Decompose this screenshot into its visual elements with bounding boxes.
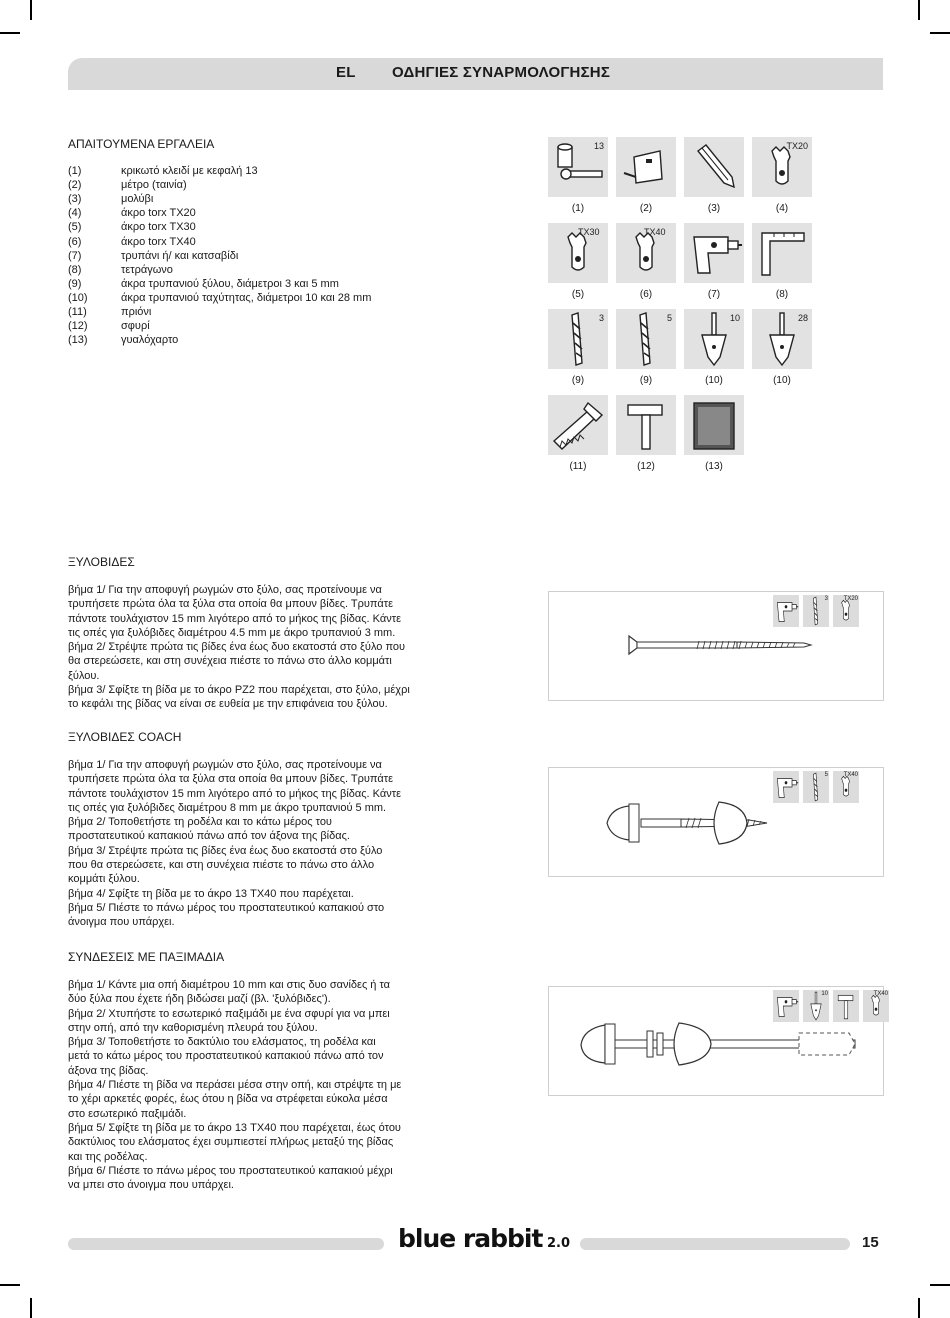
crop-mark <box>0 1284 20 1286</box>
instruction-line: βήμα 4/ Πιέστε τη βίδα να περάσει μέσα στην οπή, και στρέψτε τη με <box>68 1079 402 1092</box>
page-number: 15 <box>862 1234 879 1251</box>
section-heading-coach-screws: ΞΥΛΟΒΙΔΕΣ COACH <box>68 730 182 744</box>
instruction-line: άξονα της βίδας. <box>68 1064 149 1077</box>
instruction-line: βήμα 1/ Κάντε μια οπή διαμέτρου 10 mm και στις δυο σανίδες ή τα <box>68 979 391 991</box>
crop-mark <box>930 1284 950 1286</box>
tool-caption: (13) <box>705 461 723 472</box>
tool-number: (11) <box>68 306 87 318</box>
tool-number: (8) <box>68 263 82 276</box>
tool-number: (6) <box>68 235 82 248</box>
instruction-line: βήμα 2/ Στρέψτε πρώτα τις βίδες ένα έως δυο εκατοστά στο ξύλο που <box>68 641 406 654</box>
tool-caption: (6) <box>639 289 653 300</box>
tool-description: τετράγωνο <box>121 263 173 276</box>
diagram-tool-tile <box>833 595 859 627</box>
instruction-line: κομμάτι ξύλου. <box>68 873 140 886</box>
tool-tile <box>684 309 744 369</box>
crop-mark <box>918 1298 920 1318</box>
tool-description: τρυπάνι ή/ και κατσαβίδι <box>121 249 239 262</box>
wood-screw-diagram <box>548 591 884 701</box>
instruction-line: βήμα 2/ Τοποθετήστε τη ροδέλα και το κάτω μέρος του <box>68 816 332 829</box>
pencil-icon <box>684 137 744 202</box>
instruction-line: τις οπές για ξυλόβιδες διαμέτρου 4.5 mm με άκρο τρυπανιού 3 mm. <box>68 626 396 639</box>
tool-description: άκρο torx TX40 <box>121 235 196 248</box>
crop-mark <box>30 0 32 20</box>
instruction-line: θα στερεώσετε, και στη συνέχεια πιέστε το πάνω στο άλλο κομμάτι <box>68 655 392 668</box>
tool-caption: (10) <box>773 375 791 386</box>
tool-tile <box>684 395 744 455</box>
section-text-coach-screws <box>68 758 488 930</box>
instruction-line: βήμα 6/ Πιέστε το πάνω μέρος του προστατευτικού καπακιού μέχρι <box>68 1164 393 1177</box>
instruction-line: να μπει στο άνοιγμα που υπάρχει. <box>68 1179 234 1192</box>
tool-caption: (2) <box>639 203 653 214</box>
tool-size-label: 28 <box>797 313 808 323</box>
instruction-line: πάντοτε τουλάχιστον 15 mm λιγότερο από το μήκος της βίδας. Κάντε <box>68 787 401 800</box>
diagram-tool-label: 5 <box>824 772 828 778</box>
tool-size-label: TX20 <box>786 141 808 151</box>
tool-size-label: 3 <box>598 313 604 323</box>
tool-tile <box>616 137 676 197</box>
footer-band-left <box>68 1238 384 1250</box>
tool-tile <box>548 309 608 369</box>
square-ruler-icon <box>752 223 812 288</box>
tool-tile <box>684 223 744 283</box>
crop-mark <box>30 1298 32 1318</box>
tool-description: άκρα τρυπανιού ξύλου, διάμετροι 3 και 5 mm <box>121 277 339 290</box>
page-title: ΟΔΗΓΙΕΣ ΣΥΝΑΡΜΟΛΟΓΗΣΗΣ <box>392 64 611 81</box>
section-heading-wood-screws: ΞΥΛΟΒΙΔΕΣ <box>68 555 135 569</box>
tool-caption: (12) <box>637 461 655 472</box>
diagram-tool-label: TX40 <box>873 991 888 997</box>
diagram-tool-label: TX20 <box>843 596 858 602</box>
diagram-tool-tile <box>803 595 829 627</box>
tool-number: (1) <box>68 165 82 177</box>
tool-description: κρικωτό κλειδί με κεφαλή 13 <box>121 165 258 177</box>
instruction-line: βήμα 5/ Σφίξτε τη βίδα με το άκρο 13 TX40 που παρέχεται, έως ότου <box>68 1121 401 1134</box>
tool-description: σφυρί <box>121 320 150 333</box>
instruction-line: τρυπήσετε πρώτα όλα τα ξύλα στα οποία θα μπουν βίδες. Τρυπάτε <box>68 598 393 611</box>
tool-tile <box>548 137 608 197</box>
tool-caption: (8) <box>775 289 789 300</box>
tool-size-label: 10 <box>729 313 740 323</box>
tool-tile <box>752 137 812 197</box>
tool-description: γυαλόχαρτο <box>121 334 179 347</box>
instruction-line: μετά το κάτω μέρος του προστατευτικού καπακιού πάνω από τον <box>68 1050 384 1063</box>
language-code: EL <box>336 64 356 81</box>
tool-size-label: 13 <box>593 141 604 151</box>
diagram-tool-label: 3 <box>824 596 828 602</box>
diagram-tool-tile <box>803 990 829 1022</box>
nut-connection-diagram <box>548 986 888 1096</box>
diagram-tool-tile <box>863 990 889 1022</box>
tool-tile <box>684 137 744 197</box>
tool-tile <box>616 395 676 455</box>
tool-size-label: TX30 <box>578 227 600 237</box>
instruction-line: βήμα 2/ Χτυπήστε το εσωτερικό παξιμάδι με ένα σφυρί για να μπει <box>68 1007 390 1020</box>
tool-caption: (3) <box>707 203 721 214</box>
brand-version: 2.0 <box>546 1236 570 1251</box>
tool-description: πριόνι <box>121 306 152 318</box>
instruction-line: βήμα 3/ Τοποθετήστε το δακτύλιο του ελάσματος, τη ροδέλα και <box>68 1036 376 1049</box>
tape-measure-icon <box>616 137 676 202</box>
diagram-tool-tile <box>833 990 859 1022</box>
instruction-line: δύο ξύλα που έχετε ήδη βιδώσει μαζί (βλ. 'ξυλόβιδες'). <box>68 993 331 1006</box>
tool-number: (4) <box>68 207 82 220</box>
instruction-line: προστατευτικού καπακιού πάνω από τον άξονα της βίδας. <box>68 830 350 843</box>
tool-description: άκρο torx TX30 <box>121 221 196 234</box>
instruction-line: ξύλου. <box>68 669 100 682</box>
tool-size-label: 5 <box>666 313 672 323</box>
tool-caption: (4) <box>775 203 789 214</box>
diagram-tool-tile <box>773 990 799 1022</box>
tool-tile <box>616 309 676 369</box>
instruction-line: το κεφάλι της βίδας να είναι σε ευθεία με την επιφάνεια του ξύλου. <box>68 698 388 711</box>
hammer-icon <box>616 395 676 460</box>
instruction-line: δακτύλιος του ελάσματος έχει συμπιεστεί πλήρως μεταξύ της βίδας <box>68 1136 394 1149</box>
instruction-line: στην οπή, από την καθορισμένη πλευρά του ξύλου. <box>68 1021 318 1034</box>
instruction-line: βήμα 3/ Σφίξτε τη βίδα με το άκρο PZ2 που παρέχεται, στο ξύλο, μέχρι <box>68 684 410 697</box>
tools-heading: ΑΠΑΙΤΟΥΜΕΝΑ ΕΡΓΑΛΕΙΑ <box>68 137 215 151</box>
hammer-icon <box>833 990 859 1027</box>
tool-caption: (7) <box>707 289 721 300</box>
instruction-line: τις οπές για ξυλόβιδες διαμέτρου 8 mm με άκρο τρυπανιού 5 mm. <box>68 801 387 814</box>
section-text-nut-connections <box>68 978 488 1192</box>
instruction-line: και της ροδέλας. <box>68 1150 148 1163</box>
tool-number: (13) <box>68 334 88 347</box>
tool-number: (3) <box>68 193 82 206</box>
diagram-tool-tile <box>773 771 799 803</box>
tool-size-label: TX40 <box>644 227 666 237</box>
tool-caption: (9) <box>639 375 653 386</box>
section-text-wood-screws <box>68 583 488 712</box>
instruction-line: που θα στερεώσετε, και στη συνέχεια πιέστε το πάνω στο άλλο <box>68 859 375 872</box>
instruction-line: βήμα 4/ Σφίξτε τη βίδα με το άκρο 13 TX40 που παρέχεται. <box>68 887 354 900</box>
diagram-tool-tile <box>833 771 859 803</box>
instruction-line: το χέρι αρκετές φορές, έως ότου η βίδα να στρέφεται εύκολα μέσα <box>68 1093 388 1106</box>
instruction-line: τρυπήσετε πρώτα όλα τα ξύλα στα οποία θα μπουν βίδες. Τρυπάτε <box>68 773 393 786</box>
crop-mark <box>930 32 950 34</box>
instruction-line: βήμα 3/ Στρέψτε πρώτα τις βίδες ένα έως δυο εκατοστά στο ξύλο <box>68 844 383 857</box>
drill-icon <box>773 771 799 808</box>
tool-number: (10) <box>68 291 88 304</box>
tool-number: (5) <box>68 221 82 234</box>
tool-tile <box>616 223 676 283</box>
crop-mark <box>918 0 920 20</box>
tool-number: (12) <box>68 320 88 333</box>
crop-mark <box>0 32 20 34</box>
drill-icon <box>684 223 744 288</box>
instruction-line: πάντοτε τουλάχιστον 15 mm λιγότερο από το μήκος της βίδας. Κάντε <box>68 612 401 625</box>
tool-number: (9) <box>68 277 82 290</box>
drill-icon <box>773 595 799 632</box>
tool-caption: (11) <box>569 461 587 472</box>
diagram-tool-tile <box>803 771 829 803</box>
tool-number: (2) <box>68 179 82 192</box>
tool-tile <box>548 223 608 283</box>
instruction-line: βήμα 1/ Για την αποφυγή ρωγμών στο ξύλο, σας προτείνουμε να <box>68 759 382 771</box>
tool-caption: (5) <box>571 289 585 300</box>
brand-logo <box>398 1224 570 1253</box>
diagram-tool-label: TX40 <box>843 772 858 778</box>
tool-description: άκρα τρυπανιού ταχύτητας, διάμετροι 10 και 28 mm <box>121 291 372 304</box>
tool-description: μολύβι <box>121 193 154 206</box>
section-heading-nut-connections: ΣΥΝΔΕΣΕΙΣ ΜΕ ΠΑΞΙΜΑΔΙΑ <box>68 950 225 964</box>
brand-name: blue rabbit <box>398 1224 543 1253</box>
diagram-tool-tile <box>773 595 799 627</box>
tool-caption: (9) <box>571 375 585 386</box>
tool-description: άκρο torx TX20 <box>121 207 196 220</box>
instruction-line: βήμα 1/ Για την αποφυγή ρωγμών στο ξύλο, σας προτείνουμε να <box>68 584 382 596</box>
coach-screw-diagram <box>548 767 884 877</box>
instruction-line: άνοιγμα που υπάρχει. <box>68 916 175 929</box>
diagram-tool-label: 10 <box>821 991 828 997</box>
tool-caption: (1) <box>571 203 585 214</box>
tool-description: μέτρο (ταινία) <box>121 179 187 192</box>
footer-band-right <box>580 1238 850 1250</box>
sandpaper-icon <box>684 395 744 460</box>
tool-tile <box>752 223 812 283</box>
tool-caption: (10) <box>705 375 723 386</box>
drill-icon <box>773 990 799 1027</box>
instruction-line: στο εσωτερικό παξιμάδι. <box>68 1107 187 1120</box>
saw-icon <box>548 395 608 460</box>
tool-tile <box>752 309 812 369</box>
tool-number: (7) <box>68 249 82 262</box>
tool-tile <box>548 395 608 455</box>
instruction-line: βήμα 5/ Πιέστε το πάνω μέρος του προστατευτικού καπακιού στο <box>68 901 385 914</box>
